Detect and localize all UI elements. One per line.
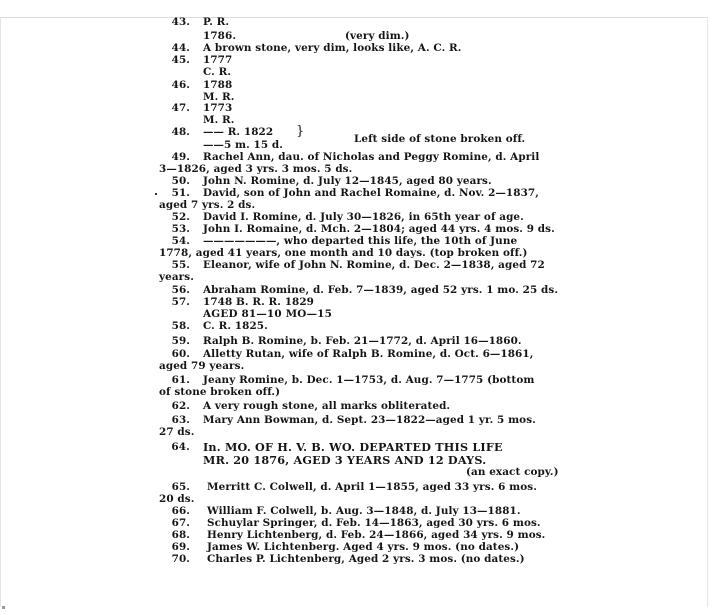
entry-text: Merritt C. Colwell, d. April 1—1855, aged 33 yrs. 6 mos. [207,481,537,493]
entry-text: years. [159,271,194,283]
entry-number: 61. [171,374,190,386]
entry-64 [0,440,720,454]
entry-number: 58. [171,320,190,332]
entry-text: 1748 B. R. R. 1829 [203,296,315,308]
entry-text: Schuylar Springer, d. Feb. 14—1863, aged 30 yrs. 6 mos. [207,517,541,529]
entry-43 [0,15,720,29]
entry-number: 44. [171,42,190,54]
entry-text: David, son of John and Rachel Romaine, d. Nov. 2—1837, [203,187,539,199]
entry-text: Eleanor, wife of John N. Romine, d. Dec. 2—1838, aged 72 [203,259,545,271]
entry-number: 49. [171,151,190,163]
entry-number: 66. [171,505,190,517]
entry-text: John N. Romine, d. July 12—1845, aged 80 years. [203,175,492,187]
entry-59 [0,334,720,348]
entry-number: 64. [171,441,190,453]
entry-number: 62. [171,400,190,412]
entry-number: 63. [171,414,190,426]
entry-number: 53. [171,223,190,235]
entry-number: 70. [171,553,190,565]
entry-note: (an exact copy.) [466,466,559,478]
entry-number: 57. [171,296,190,308]
entry-text: 1777 [203,54,233,66]
entry-60-line-2 [0,359,720,373]
entry-text: David I. Romine, d. July 30—1826, in 65th year of age. [203,211,524,223]
entry-text: James W. Lichtenberg. Aged 4 yrs. 9 mos. (no dates.) [207,541,520,553]
entry-text: Ralph B. Romine, b. Feb. 21—1772, d. April 16—1860. [203,335,522,347]
entry-55-line-2 [0,270,720,284]
entry-text: A brown stone, very dim, looks like, A. C. R. [203,42,462,54]
entry-number: 50. [171,175,190,187]
entry-62 [0,399,720,413]
entry-note: Left side of stone broken off. [354,133,526,145]
entry-text: AGED 81—10 MO—15 [203,308,333,320]
entry-number: 69. [171,541,190,553]
entry-text: of stone broken off.) [159,386,281,398]
entry-text: 20 ds. [159,493,195,505]
entry-number: 59. [171,335,190,347]
entry-text: 1778, aged 41 years, one month and 10 days. (top broken off.) [159,247,528,259]
entry-text: Henry Lichtenberg, d. Feb. 24—1866, aged 34 yrs. 9 mos. [207,529,546,541]
entry-64-line-3 [0,465,720,479]
entry-text: Mary Ann Bowman, d. Sept. 23—1822—aged 1 yr. 5 mos. [203,414,536,426]
entry-text: William F. Colwell, b. Aug. 3—1848, d. July 13—1881. [207,505,521,517]
entry-text: A very rough stone, all marks obliterated. [203,400,451,412]
entry-text: aged 7 yrs. 2 ds. [159,199,256,211]
entry-number: 43. [171,16,190,28]
entry-number: 51. [171,187,190,199]
entry-70 [0,552,720,566]
entry-text: P. R. [203,16,230,28]
entry-number: 45. [171,54,190,66]
entry-number: 68. [171,529,190,541]
entry-text: Charles P. Lichtenberg, Aged 2 yrs. 3 mos. (no dates.) [207,553,525,565]
entry-number: 55. [171,259,190,271]
entry-number: 52. [171,211,190,223]
entry-text: aged 79 years. [159,360,245,372]
entry-63-line-2 [0,425,720,439]
entry-number: 54. [171,235,190,247]
entry-text: —— R. 1822 [203,126,274,138]
entry-text: 1773 [203,102,233,114]
entry-61-line-2 [0,385,720,399]
entry-text: C. R. 1825. [203,320,268,332]
entry-number: 56. [171,284,190,296]
corner-mark [2,606,5,609]
entry-number: 46. [171,79,190,91]
entry-text: C. R. [203,66,232,78]
entry-number: 48. [171,126,190,138]
entry-text: Abraham Romine, d. Feb. 7—1839, aged 52 yrs. 1 mo. 25 ds. [203,284,559,296]
entry-text: In. MO. OF H. V. B. WO. DEPARTED THIS LIFE [203,440,503,454]
entry-text: 27 ds. [159,426,195,438]
entry-text: Alletty Rutan, wife of Ralph B. Romine, d. Oct. 6—1861, [203,348,534,360]
entry-45-line-2 [0,65,720,79]
entry-text: M. R. [203,91,235,103]
entry-text: Rachel Ann, dau. of Nicholas and Peggy Romine, d. April [203,151,540,163]
brace-glyph: } [296,124,305,139]
entry-number: 65. [171,481,190,493]
entry-number: 60. [171,348,190,360]
entry-number: 47. [171,102,190,114]
entry-text: 1786. [203,30,237,42]
entry-text: John I. Romaine, d. Mch. 2—1804; aged 44 yrs. 4 mos. 9 ds. [203,223,555,235]
entry-text: 1788 [203,79,233,91]
entry-text: ———————, who departed this life, the 10th of June [203,235,518,247]
entry-text: Jeany Romine, b. Dec. 1—1753, d. Aug. 7—1775 (bottom [203,374,535,386]
entry-text: M. R. [203,114,235,126]
entry-note: (very dim.) [345,30,410,42]
entry-text: MR. 20 1876, AGED 3 YEARS AND 12 DAYS. [203,453,487,467]
entry-text: 3—1826, aged 3 yrs. 3 mos. 5 ds. [159,163,353,175]
entry-58 [0,319,720,333]
entry-text: ——5 m. 15 d. [203,139,284,151]
entry-number: 67. [171,517,190,529]
